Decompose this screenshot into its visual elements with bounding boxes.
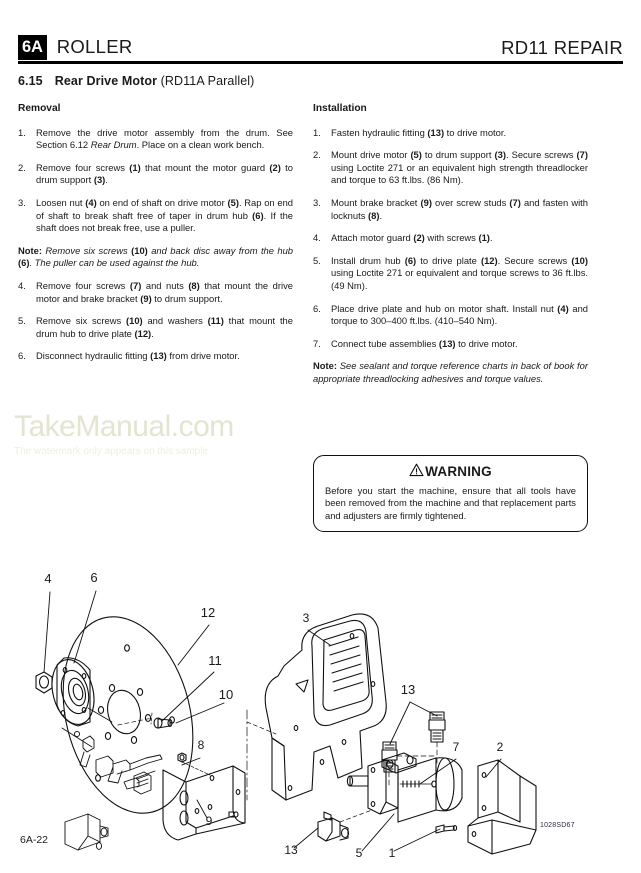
- part-drum-support: [247, 614, 386, 800]
- header-rule: [18, 61, 623, 64]
- callout-3: 3: [302, 611, 310, 625]
- step-text: Disconnect hydraulic fitting (13) from drive motor.: [36, 350, 240, 362]
- part-hydraulic-fittings: [318, 712, 445, 841]
- removal-note-label: Note:: [18, 244, 42, 256]
- removal-steps-part1: [18, 127, 293, 235]
- part-drum-hub: [46, 655, 112, 747]
- manual-step: [313, 149, 588, 187]
- step-marker: 5.: [313, 254, 321, 266]
- section-qualifier: (RD11A Parallel): [160, 74, 255, 88]
- callout-13-upper: 13: [400, 682, 416, 697]
- part-brake-linkage: [65, 731, 162, 850]
- step-text: Remove four screws (1) that mount the motor guard (2) to drum support (3).: [36, 161, 293, 186]
- callout-1: 1: [388, 846, 396, 860]
- callout-7: 7: [452, 740, 460, 754]
- manual-step: [18, 280, 293, 305]
- step-marker: 3.: [313, 196, 321, 208]
- callout-10: 10: [218, 687, 234, 702]
- warning-title: WARNING: [425, 464, 492, 479]
- section-name: Rear Drive Motor: [54, 74, 158, 88]
- removal-column: [18, 103, 293, 373]
- header-title: ROLLER: [56, 36, 133, 57]
- step-text: Remove four screws (7) and nuts (8) that mount the drive motor and brake bracket (9) to drum support.: [36, 279, 293, 304]
- removal-steps-part2: [18, 280, 293, 363]
- manual-step: [313, 127, 588, 140]
- callout-leader-lines: [44, 591, 501, 851]
- installation-note-text: See sealant and torque reference charts in back of book for appropriate threadlocking adhesives and torque values.: [313, 360, 588, 384]
- manual-step: [313, 303, 588, 328]
- step-text: Remove six screws (10) and washers (11) that mount the drum hub to drive plate (12).: [36, 315, 293, 339]
- step-text: Loosen nut (4) on end of shaft on drive motor (5). Rap on end of shaft to break shaft free of taper in drum hub (6). If the shaft does not break free, use a puller.: [36, 196, 294, 234]
- watermark-sub-text: The watermark only appears on this sample: [14, 446, 208, 457]
- section-number: 6.15: [18, 74, 43, 88]
- part-screw-10-washer-11: [118, 713, 172, 728]
- step-marker: 3.: [18, 196, 26, 208]
- installation-steps: [313, 127, 588, 351]
- step-marker: 7.: [313, 337, 321, 349]
- drawing-id: 1028SD67: [540, 822, 575, 829]
- installation-note: [313, 360, 588, 385]
- callout-6: 6: [90, 570, 98, 585]
- removal-note-text: Remove six screws (10) and back disc away from the hub (6). The puller can be used against the hub.: [18, 244, 294, 269]
- header-left-group: [18, 35, 133, 60]
- step-marker: 2.: [313, 149, 321, 161]
- watermark-main-text: TakeManual.com: [14, 410, 234, 443]
- step-marker: 1.: [313, 126, 321, 138]
- callout-9: 9: [205, 814, 213, 828]
- part-drive-motor: [347, 753, 462, 822]
- manual-step: [18, 315, 293, 340]
- section-badge: 6A: [18, 35, 47, 60]
- manual-step: [313, 255, 588, 293]
- step-text: Connect tube assemblies (13) to drive motor.: [331, 337, 518, 349]
- step-marker: 2.: [18, 161, 26, 173]
- installation-heading: Installation: [313, 103, 367, 114]
- manual-step: [313, 232, 588, 245]
- page-title: [18, 74, 254, 88]
- step-text: Attach motor guard (2) with screws (1).: [331, 232, 493, 244]
- step-text: Fasten hydraulic fitting (13) to drive motor.: [331, 126, 507, 138]
- callout-4: 4: [44, 571, 52, 586]
- diagram-svg: [0, 470, 641, 860]
- part-motor-guard: [468, 760, 536, 854]
- step-text: Place drive plate and hub on motor shaft. Install nut (4) and torque to 300–400 ft.lbs. (410–540 Nm).: [331, 302, 588, 327]
- part-nut-4: [36, 672, 52, 693]
- step-marker: 4.: [18, 279, 26, 291]
- callout-11: 11: [208, 653, 222, 668]
- manual-step: [313, 338, 588, 351]
- callout-12: 12: [200, 605, 216, 620]
- step-text: Install drum hub (6) to drive plate (12). Secure screws (10) using Loctite 271 or equivalent and torque screws to 36 ft.lbs. (49 Nm).: [331, 254, 588, 291]
- removal-heading: Removal: [18, 103, 61, 114]
- step-text: Mount drive motor (5) to drum support (3). Secure screws (7) using Loctite 271 or an equivalent high strength threadlocker and torque to 63 ft.lbs. (86 Nm).: [331, 149, 588, 186]
- page-header: [18, 34, 623, 64]
- step-marker: 5.: [18, 315, 26, 327]
- manual-step: [18, 350, 293, 363]
- step-marker: 6.: [313, 302, 321, 314]
- page-footer: 6A-22: [20, 834, 49, 846]
- watermark: [14, 410, 304, 459]
- callout-13-lower: 13: [284, 843, 298, 857]
- manual-step: [18, 127, 293, 152]
- manual-step: [18, 197, 293, 235]
- installation-note-label: Note:: [313, 360, 337, 372]
- callout-2: 2: [496, 740, 504, 754]
- step-marker: 1.: [18, 126, 26, 138]
- manual-step: [313, 197, 588, 222]
- installation-column: [313, 103, 588, 396]
- header-model-title: RD11 REPAIR: [501, 37, 623, 58]
- callout-8: 8: [197, 738, 205, 752]
- step-marker: 4.: [313, 232, 321, 244]
- manual-step: [18, 162, 293, 187]
- exploded-parts-diagram: [0, 470, 641, 860]
- removal-note: [18, 245, 293, 270]
- callout-5: 5: [355, 846, 363, 860]
- warning-body: Before you start the machine, ensure that all tools have been removed from the machine and that replacement parts and adjusters are firmly tightened.: [325, 485, 576, 521]
- step-text: Remove the drive motor assembly from the drum. See Section 6.12 Rear Drum. Place on a clean work bench.: [36, 126, 293, 151]
- step-text: Mount brake bracket (9) over screw studs (7) and fasten with locknuts (8).: [331, 196, 588, 221]
- step-marker: 6.: [18, 350, 26, 362]
